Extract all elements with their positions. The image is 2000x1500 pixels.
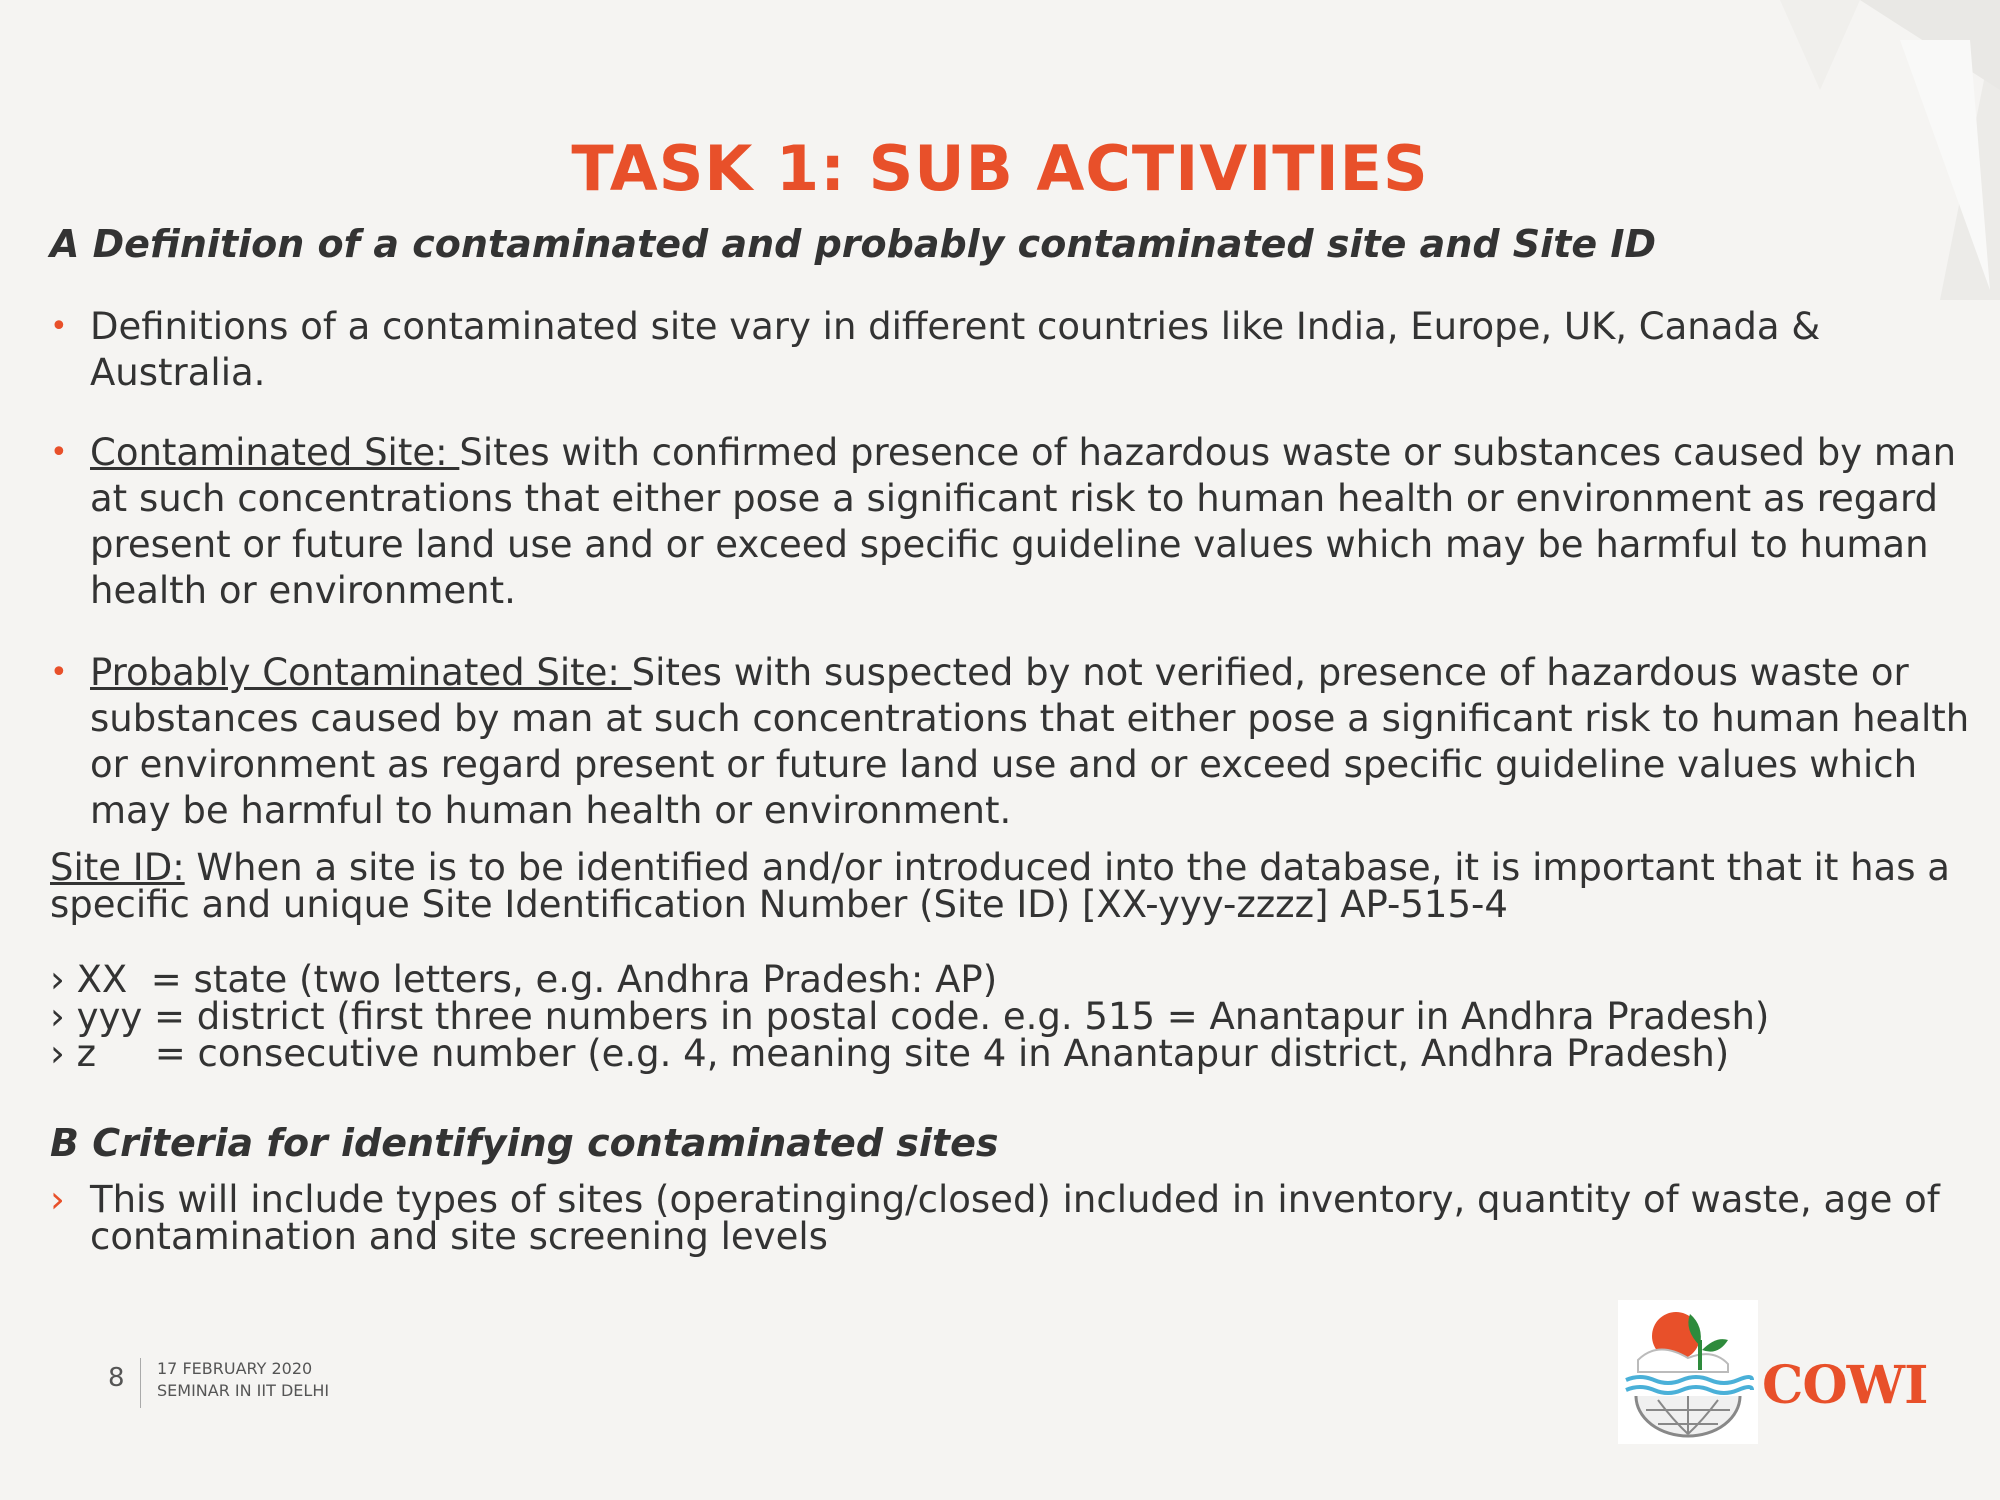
- section-b-item: [50, 1178, 1970, 1258]
- chevron-right-icon: ›: [50, 1178, 65, 1221]
- footer-event: SEMINAR IN IIT DELHI: [157, 1381, 330, 1400]
- slide-title: TASK 1: SUB ACTIVITIES: [571, 132, 1429, 205]
- section-a-heading: A Definition of a contaminated and probably contaminated site and Site ID: [50, 222, 1657, 266]
- bullet-label: Probably Contaminated Site:: [90, 651, 632, 694]
- section-b-heading: B Criteria for identifying contaminated sites: [50, 1121, 999, 1165]
- bullet-text: Sites with confirmed presence of hazardous waste or substances caused by man at such concentrations that either pose a significant risk to human health or environment as regard present or future land use and or exceed specific guideline values which may be harmful to human health or environment.: [90, 431, 1957, 612]
- code-line-z: › z = consecutive number (e.g. 4, meaning site 4 in Anantapur district, Andhra Pradesh): [50, 1032, 1730, 1075]
- cowi-logo: COWI: [1762, 1355, 1928, 1416]
- chevron-right-icon: ›: [50, 995, 77, 1038]
- site-id-text: When a site is to be identified and/or introduced into the database, it is important that it has a specific and unique Site Identification Number (Site ID) [XX-yyy-zzzz] AP-515-4: [50, 846, 1950, 926]
- chevron-right-icon: ›: [50, 1032, 77, 1075]
- bullet-text: Definitions of a contaminated site vary in different countries like India, Europe, UK, Canada & Australia.: [90, 305, 1821, 394]
- bullet-contaminated-site: [50, 430, 1970, 614]
- bullet-dot-icon: •: [50, 435, 68, 470]
- code-line-xx: › XX = state (two letters, e.g. Andhra Pradesh: AP): [50, 958, 998, 1001]
- footer-divider: [140, 1358, 141, 1408]
- bullet-definitions: [50, 304, 1970, 396]
- site-id-label: Site ID:: [50, 846, 185, 889]
- bullet-text: Sites with suspected by not verified, presence of hazardous waste or substances caused by man at such concentrations that either pose a significant risk to human health or environment as regard present or future land use and or exceed specific guideline values which may be harmful to human health or environment.: [90, 651, 1970, 832]
- page-number: 8: [108, 1363, 125, 1393]
- footer-info: [157, 1358, 329, 1402]
- bullet-dot-icon: •: [50, 655, 68, 690]
- chevron-right-icon: ›: [50, 958, 77, 1001]
- section-b-text: This will include types of sites (operatinging/closed) included in inventory, quantity of waste, age of contamination and site screening levels: [90, 1178, 1940, 1258]
- code-line-yyy: › yyy = district (first three numbers in postal code. e.g. 515 = Anantapur in Andhra Pradesh): [50, 995, 1770, 1038]
- bullet-dot-icon: •: [50, 309, 68, 344]
- footer-date: 17 FEBRUARY 2020: [157, 1359, 313, 1378]
- globe-sun-plant-icon: [1618, 1300, 1758, 1444]
- bullet-probably-contaminated-site: [50, 650, 1970, 834]
- bullet-label: Contaminated Site:: [90, 431, 460, 474]
- site-id-paragraph: [50, 846, 1970, 926]
- partner-logo: [1618, 1300, 1758, 1444]
